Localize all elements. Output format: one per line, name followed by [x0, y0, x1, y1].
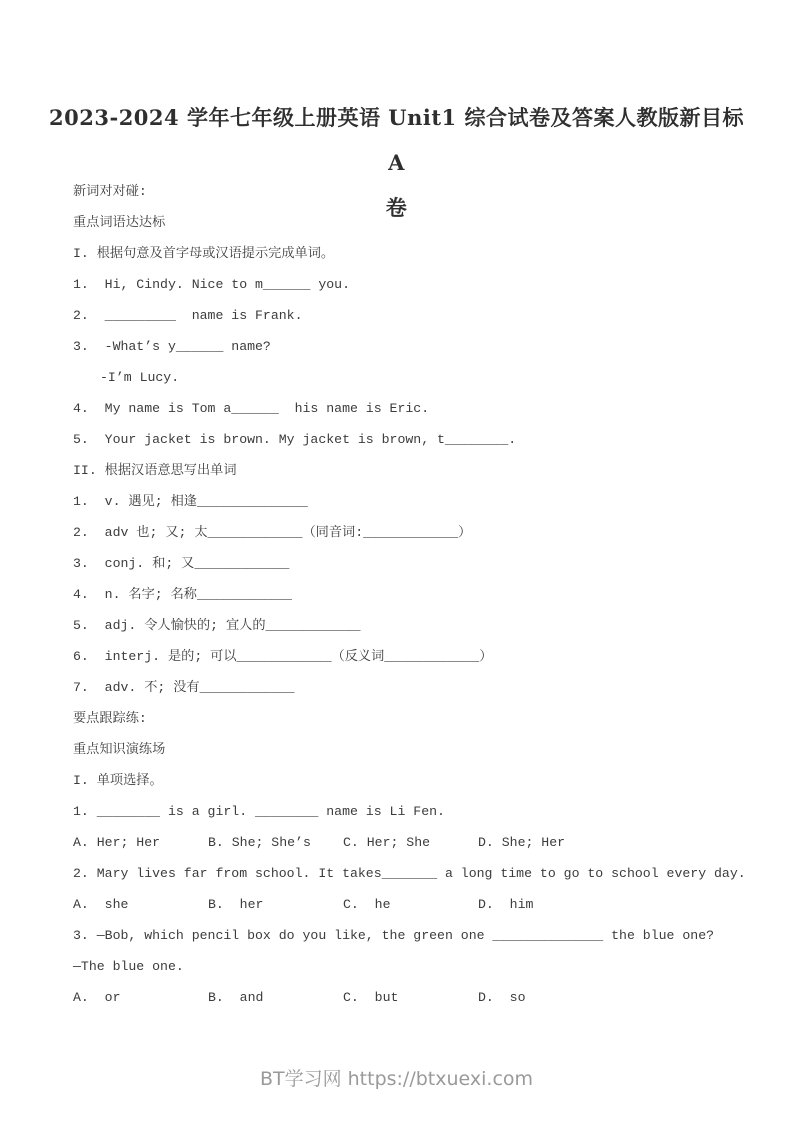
choice-option: C. Her; She	[343, 835, 431, 850]
choice-option: C. but	[343, 990, 399, 1005]
page-title-line2: 卷	[385, 195, 408, 220]
choice-option: A. she	[73, 897, 129, 912]
choice-row	[73, 827, 765, 858]
choice-row	[73, 982, 765, 1013]
doc-line: 3. conj. 和; 又____________	[73, 556, 290, 571]
choice-option: B. her	[208, 897, 264, 912]
doc-line: 4. n. 名字; 名称____________	[73, 587, 292, 602]
doc-line: 要点跟踪练:	[73, 711, 147, 726]
doc-line: 6. interj. 是的; 可以____________（反义词____________）	[73, 649, 493, 664]
choice-option: B. and	[208, 990, 264, 1005]
doc-line: I. 单项选择。	[73, 773, 163, 788]
doc-line: 重点词语达达标	[73, 215, 166, 230]
doc-line: 5. Your jacket is brown. My jacket is brown, t________.	[73, 432, 517, 447]
doc-line: -I’m Lucy.	[100, 370, 180, 385]
doc-line: 2. Mary lives far from school. It takes_______ a long time to go to school every day.	[73, 866, 746, 881]
doc-line: —The blue one.	[73, 959, 184, 974]
choice-row	[73, 889, 765, 920]
choice-option: D. him	[478, 897, 534, 912]
doc-line: 3. —Bob, which pencil box do you like, the green one ______________ the blue one?	[73, 928, 715, 943]
doc-line: 1. Hi, Cindy. Nice to m______ you.	[73, 277, 350, 292]
doc-line: I. 根据句意及首字母或汉语提示完成单词。	[73, 246, 335, 261]
doc-line: 1. v. 遇见; 相逢______________	[73, 494, 308, 509]
doc-line: 5. adj. 令人愉快的; 宜人的____________	[73, 618, 361, 633]
choice-option: A. or	[73, 990, 121, 1005]
choice-option: B. She; She’s	[208, 835, 311, 850]
doc-line: 4. My name is Tom a______ his name is Eric.	[73, 401, 430, 416]
doc-line: 重点知识演练场	[73, 742, 166, 757]
footer-site-text: BT学习网 https://btxuexi.com	[259, 1068, 534, 1090]
footer-watermark	[0, 1064, 793, 1091]
choice-option: D. She; Her	[478, 835, 566, 850]
doc-line: 7. adv. 不; 没有____________	[73, 680, 295, 695]
choice-option: D. so	[478, 990, 526, 1005]
doc-line: 新词对对碰:	[73, 184, 147, 199]
choice-option: C. he	[343, 897, 391, 912]
doc-line: 2. adv 也; 又; 太____________（同音词:____________）	[73, 525, 472, 540]
document-body	[73, 176, 765, 1013]
page-title-line1: 2023-2024 学年七年级上册英语 Unit1 综合试卷及答案人教版新目标 A	[49, 105, 744, 175]
doc-line: 1. ________ is a girl. ________ name is Li Fen.	[73, 804, 445, 819]
doc-line: II. 根据汉语意思写出单词	[73, 463, 237, 478]
choice-option: A. Her; Her	[73, 835, 161, 850]
doc-line: 3. -What’s y______ name?	[73, 339, 271, 354]
doc-line: 2. _________ name is Frank.	[73, 308, 303, 323]
